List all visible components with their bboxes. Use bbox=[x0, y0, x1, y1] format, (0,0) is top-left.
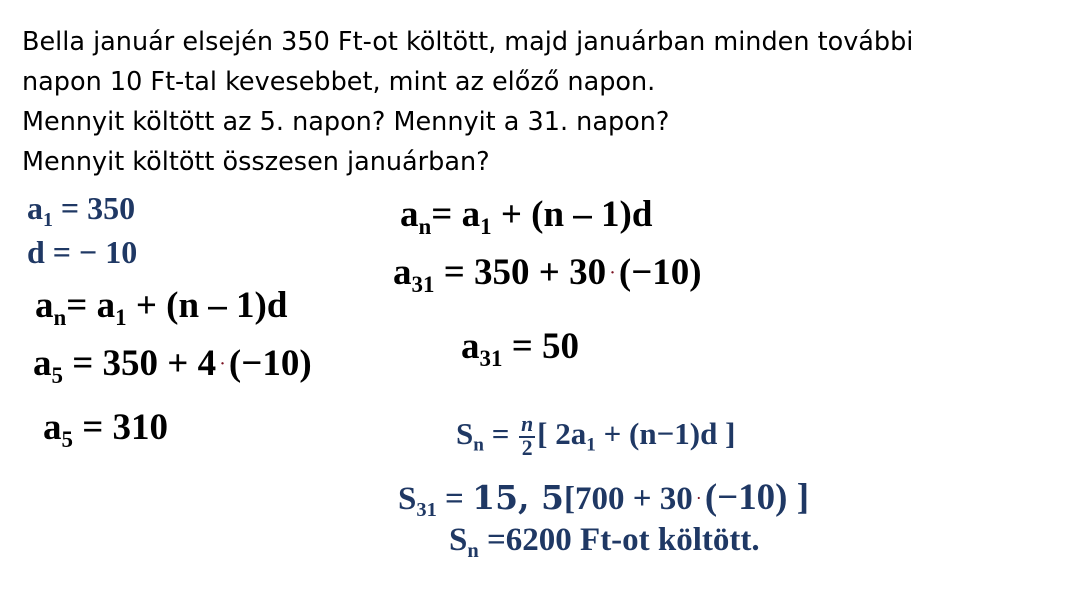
fraction-numerator: n bbox=[521, 412, 534, 436]
multiply-dot: · bbox=[695, 488, 702, 509]
sn-bracket-end: + (n−1)d ] bbox=[595, 415, 736, 451]
problem-statement bbox=[22, 22, 1052, 182]
sum-formula bbox=[456, 414, 735, 459]
a5-result-subscript: 5 bbox=[61, 427, 73, 453]
multiply-dot: · bbox=[219, 352, 226, 375]
formula-1-subscript: 1 bbox=[480, 214, 492, 240]
final-subscript: n bbox=[467, 540, 479, 563]
formula-eq: = a bbox=[431, 194, 481, 235]
s31-tail: (−10) ] bbox=[704, 476, 809, 517]
a31-result-symbol: a bbox=[461, 326, 480, 367]
a1-symbol: a bbox=[27, 190, 43, 226]
s31-coefficient: 15, 5 bbox=[472, 478, 564, 517]
formula-1-subscript: 1 bbox=[115, 305, 127, 331]
sn-eq: = bbox=[483, 415, 518, 451]
formula-rest: + (n – 1)d bbox=[126, 285, 288, 326]
s31-subscript: 31 bbox=[416, 499, 437, 522]
sn-subscript: n bbox=[473, 434, 484, 456]
given-a1 bbox=[27, 190, 136, 231]
problem-line-2: napon 10 Ft-tal kevesebbet, mint az előző napon. bbox=[22, 67, 656, 97]
a5-result bbox=[43, 406, 169, 453]
formula-n-subscript: n bbox=[418, 214, 432, 240]
a31-result-subscript: 31 bbox=[479, 346, 503, 372]
formula-an: a bbox=[35, 285, 54, 326]
s31-bracket: [700 + 30 bbox=[563, 481, 693, 517]
left-formula bbox=[35, 284, 288, 331]
fraction-n-over-2 bbox=[519, 414, 535, 459]
sn-bracket-start: [ 2a bbox=[537, 415, 587, 451]
a5-result-value: = 310 bbox=[72, 407, 169, 448]
final-symbol: S bbox=[449, 522, 468, 558]
right-formula bbox=[400, 193, 653, 240]
a5-calculation bbox=[33, 342, 312, 389]
sn-a1-subscript: 1 bbox=[586, 434, 596, 456]
formula-n-subscript: n bbox=[53, 305, 67, 331]
problem-line-4: Mennyit költött összesen januárban? bbox=[22, 147, 490, 177]
s31-symbol: S bbox=[398, 481, 417, 517]
a31-symbol: a bbox=[393, 252, 412, 293]
problem-line-1: Bella január elsején 350 Ft-ot költött, majd januárban minden további bbox=[22, 27, 914, 57]
s31-eq: = bbox=[436, 481, 473, 517]
given-d: d = − 10 bbox=[27, 234, 138, 270]
multiply-dot: · bbox=[609, 261, 616, 284]
a1-subscript: 1 bbox=[43, 208, 53, 231]
problem-line-3: Mennyit költött az 5. napon? Mennyit a 31. napon? bbox=[22, 107, 670, 137]
a31-calculation bbox=[393, 251, 702, 298]
a5-symbol: a bbox=[33, 343, 52, 384]
a5-result-symbol: a bbox=[43, 407, 62, 448]
a1-value: = 350 bbox=[52, 190, 136, 226]
final-answer bbox=[449, 522, 760, 563]
formula-an: a bbox=[400, 194, 419, 235]
a5-tail: (−10) bbox=[228, 343, 312, 384]
s31-calculation bbox=[398, 475, 809, 522]
a31-expression: = 350 + 30 bbox=[434, 252, 607, 293]
formula-rest: + (n – 1)d bbox=[491, 194, 653, 235]
a31-result-value: = 50 bbox=[502, 326, 580, 367]
fraction-denominator: 2 bbox=[521, 435, 533, 460]
a5-subscript: 5 bbox=[51, 363, 63, 389]
a5-expression: = 350 + 4 bbox=[62, 343, 217, 384]
a31-tail: (−10) bbox=[618, 252, 702, 293]
a31-result bbox=[461, 325, 580, 372]
final-value: =6200 Ft-ot költött. bbox=[478, 522, 760, 558]
a31-subscript: 31 bbox=[411, 272, 435, 298]
formula-eq: = a bbox=[66, 285, 116, 326]
sn-symbol: S bbox=[456, 415, 474, 451]
